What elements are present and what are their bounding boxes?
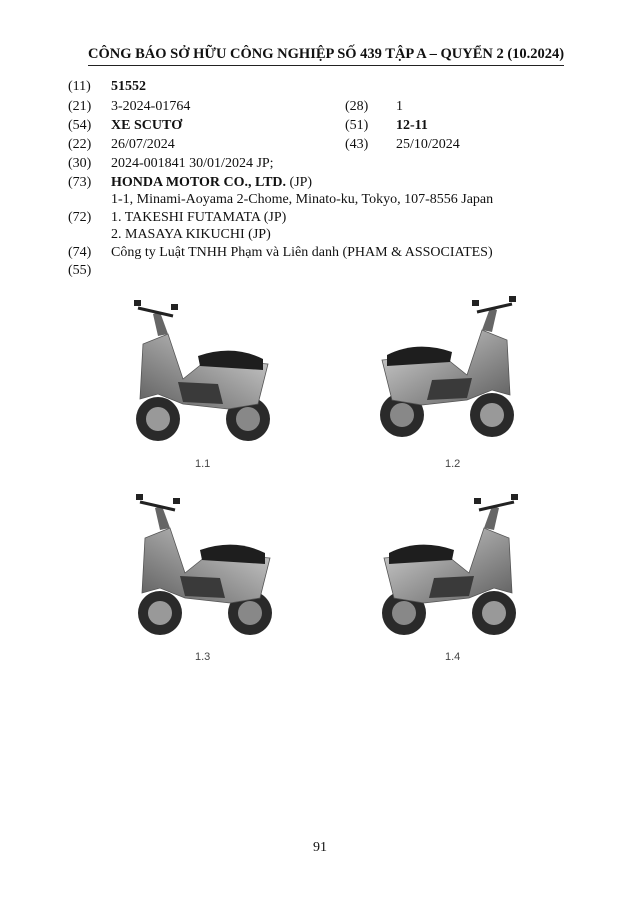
field-code: (54) — [68, 118, 92, 133]
field-code: (21) — [68, 99, 92, 114]
scooter-image-left-front — [118, 296, 278, 446]
publication-date: 25/10/2024 — [396, 137, 460, 152]
inventor: 1. TAKESHI FUTAMATA (JP) — [111, 210, 287, 225]
agent: Công ty Luật TNHH Phạm và Liên danh (PHAM & ASSOCIATES) — [111, 245, 493, 260]
owner-country: (JP) — [286, 175, 313, 190]
design-count: 1 — [396, 99, 403, 114]
gazette-header: CÔNG BÁO SỞ HỮU CÔNG NGHIỆP SỐ 439 TẬP A – QUYỂN 2 (10.2024) — [88, 46, 564, 66]
inventor: 2. MASAYA KIKUCHI (JP) — [111, 227, 271, 242]
figure-1-1 — [118, 296, 278, 451]
field-code: (74) — [68, 245, 92, 260]
filing-date: 26/07/2024 — [111, 137, 175, 152]
field-code: (55) — [68, 263, 92, 278]
owner-address: 1-1, Minami-Aoyama 2-Chome, Minato-ku, Tokyo, 107-8556 Japan — [111, 192, 494, 207]
design-title: XE SCUTƠ — [111, 118, 183, 133]
figure-1-3 — [120, 490, 280, 645]
scooter-image-rear-left — [374, 490, 534, 640]
field-code: (51) — [345, 118, 369, 133]
priority: 2024-001841 30/01/2024 JP; — [111, 156, 274, 171]
figure-caption: 1.4 — [445, 651, 461, 663]
field-code: (11) — [68, 79, 91, 94]
owner-name: HONDA MOTOR CO., LTD. — [111, 175, 287, 190]
locarno-class: 12-11 — [396, 118, 428, 133]
field-code: (43) — [345, 137, 369, 152]
field-code: (73) — [68, 175, 92, 190]
field-code: (72) — [68, 210, 92, 225]
figure-1-2 — [372, 292, 532, 447]
scooter-image-front-left — [120, 490, 280, 640]
figure-caption: 1.2 — [445, 458, 461, 470]
scooter-image-right-rear — [372, 292, 532, 442]
page-number: 91 — [313, 840, 327, 855]
field-code: (30) — [68, 156, 92, 171]
figure-1-4 — [374, 490, 534, 645]
registration-number: 51552 — [111, 79, 146, 94]
application-number: 3-2024-01764 — [111, 99, 191, 114]
field-code: (22) — [68, 137, 92, 152]
figure-caption: 1.1 — [195, 458, 211, 470]
field-code: (28) — [345, 99, 369, 114]
figure-caption: 1.3 — [195, 651, 211, 663]
